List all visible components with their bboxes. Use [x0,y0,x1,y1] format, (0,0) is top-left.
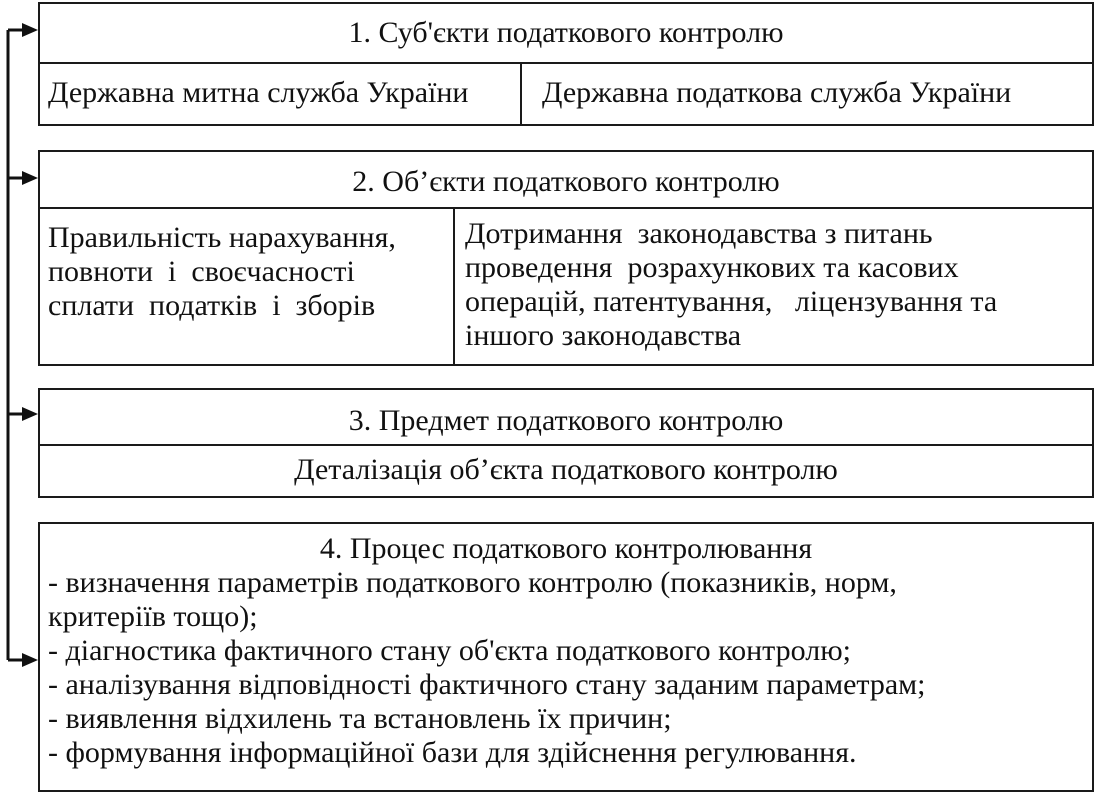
process-block [38,522,1094,792]
cell-line: іншого законодавства [465,319,742,352]
process-title: 4. Процес податкового контролювання [319,532,813,565]
arrow-to-block-3 [8,407,38,421]
subject-matter-text: Деталізація об’єкта податкового контролю [40,444,1092,496]
objects-title: 2. Об’єкти податкового контролю [352,165,780,198]
process-item: - формування інформаційної бази для здійснення регулювання. [48,736,857,769]
subjects-title: 1. Суб'єкти податкового контролю [348,16,784,49]
cell-line: повноти і своєчасності [48,255,355,288]
process-list [40,566,1092,770]
legislation-compliance-cell [453,209,1092,364]
objects-block [38,150,1094,366]
arrow-to-block-2 [8,171,38,185]
cell-line: Дотримання законодавства з питань [465,217,933,250]
tax-calculation-cell [40,209,453,364]
subject-matter-title: 3. Предмет податкового контролю [348,404,784,437]
tax-service-cell: Державна податкова служба України [520,64,1092,124]
objects-row [40,207,1092,364]
subject-matter-block [38,388,1094,498]
process-item: - визначення параметрів податкового контролю (показників, норм, [48,566,897,599]
process-item: - виявлення відхилень та встановлень їх причин; [48,702,672,735]
cell-line: Правильність нарахування, [48,221,396,254]
subjects-block [38,2,1094,126]
cell-line: сплати податків і зборів [48,289,376,322]
cell-line: проведення розрахункових та касових [465,251,959,284]
process-item: - діагностика фактичного стану об'єкта податкового контролю; [48,634,851,667]
arrow-to-block-4 [8,653,38,667]
subjects-row [40,62,1092,124]
process-item: критеріїв тощо); [48,600,258,633]
arrow-to-block-1 [8,23,38,37]
customs-service-cell: Державна митна служба України [48,76,469,109]
process-item: - аналізування відповідності фактичного стану заданим параметрам; [48,668,926,701]
cell-line: операцій, патентування, ліцензування та [465,285,998,318]
